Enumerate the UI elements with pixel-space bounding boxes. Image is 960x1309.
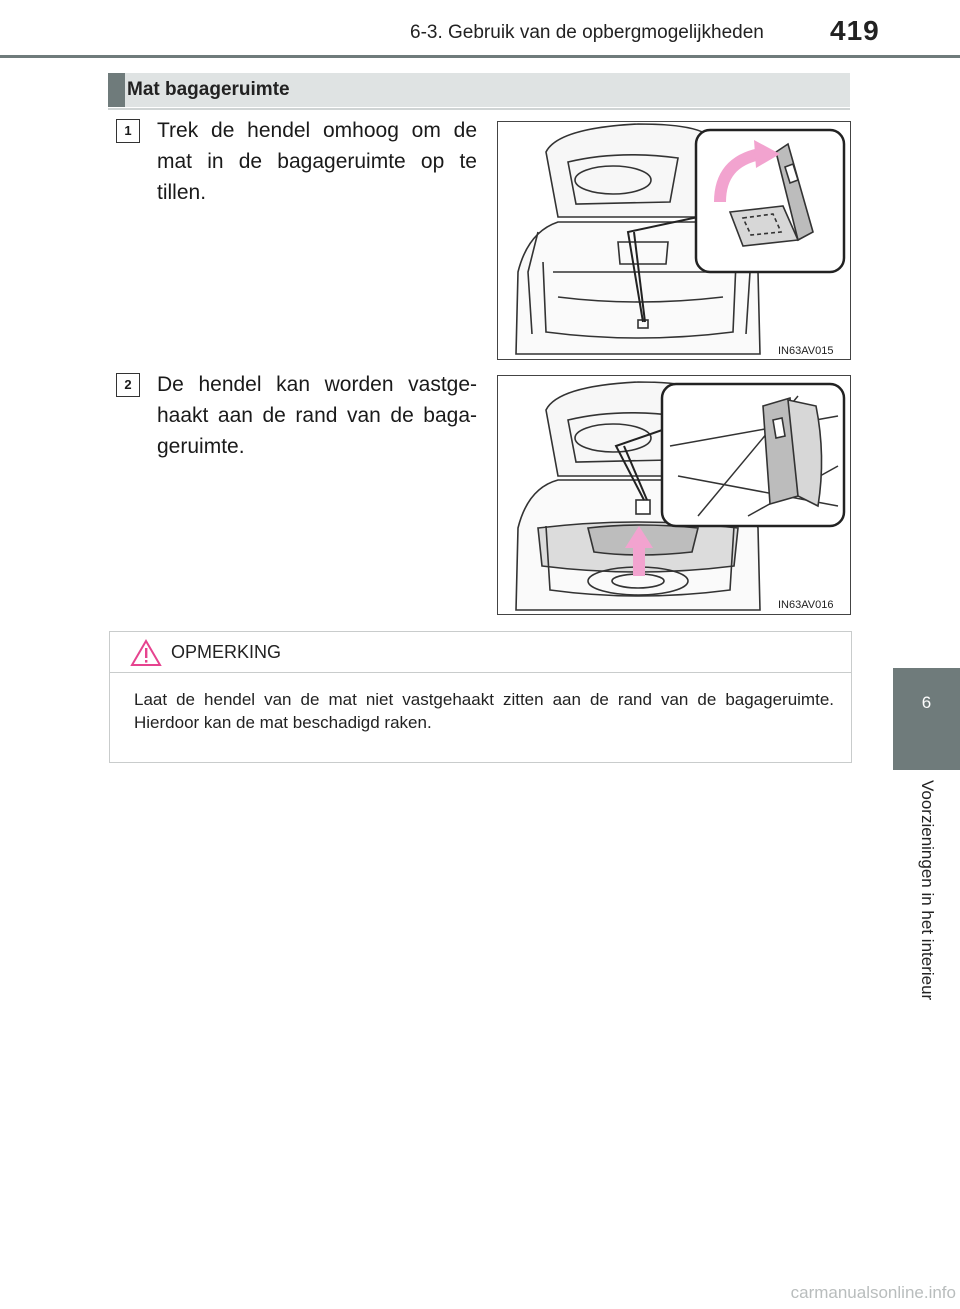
figure-lift-mat <box>497 121 851 360</box>
header-section-title: 6-3. Gebruik van de opbergmogelijkheden <box>410 22 764 43</box>
chapter-title-vertical <box>893 780 960 1040</box>
section-heading-accent <box>108 73 125 107</box>
warning-triangle-icon <box>130 639 162 667</box>
section-underline <box>108 108 850 110</box>
notice-header <box>110 632 851 673</box>
notice-box <box>109 631 852 763</box>
figure-code-1: IN63AV015 <box>778 345 834 357</box>
page-number: 419 <box>830 15 880 46</box>
step-number-1: 1 <box>116 119 140 143</box>
notice-title: OPMERKING <box>171 642 282 662</box>
trunk-hooked-illustration <box>498 376 850 614</box>
section-title: Mat bagageruimte <box>127 79 290 100</box>
watermark: carmanualsonline.info <box>790 1283 956 1302</box>
figure-code-2: IN63AV016 <box>778 599 834 611</box>
header-rule <box>0 55 960 58</box>
step-text-2: De hendel kan worden vastge-haakt aan de rand van de baga-geruimte. <box>157 373 477 458</box>
figure-hook-handle <box>497 375 851 615</box>
chapter-title: Voorzieningen in het interieur <box>917 780 937 1001</box>
section-heading <box>108 73 850 107</box>
step-text-1: Trek de hendel omhoog om de mat in de bagageruimte op te tillen. <box>157 119 477 204</box>
chapter-number: 6 <box>921 693 932 712</box>
notice-body: Laat de hendel van de mat niet vastgehaakt zitten aan de rand van de bagageruimte. Hierdoor kan de mat beschadigd raken. <box>134 690 834 732</box>
trunk-open-illustration <box>498 122 850 359</box>
chapter-tab[interactable] <box>893 668 960 770</box>
step-number-2: 2 <box>116 373 140 397</box>
